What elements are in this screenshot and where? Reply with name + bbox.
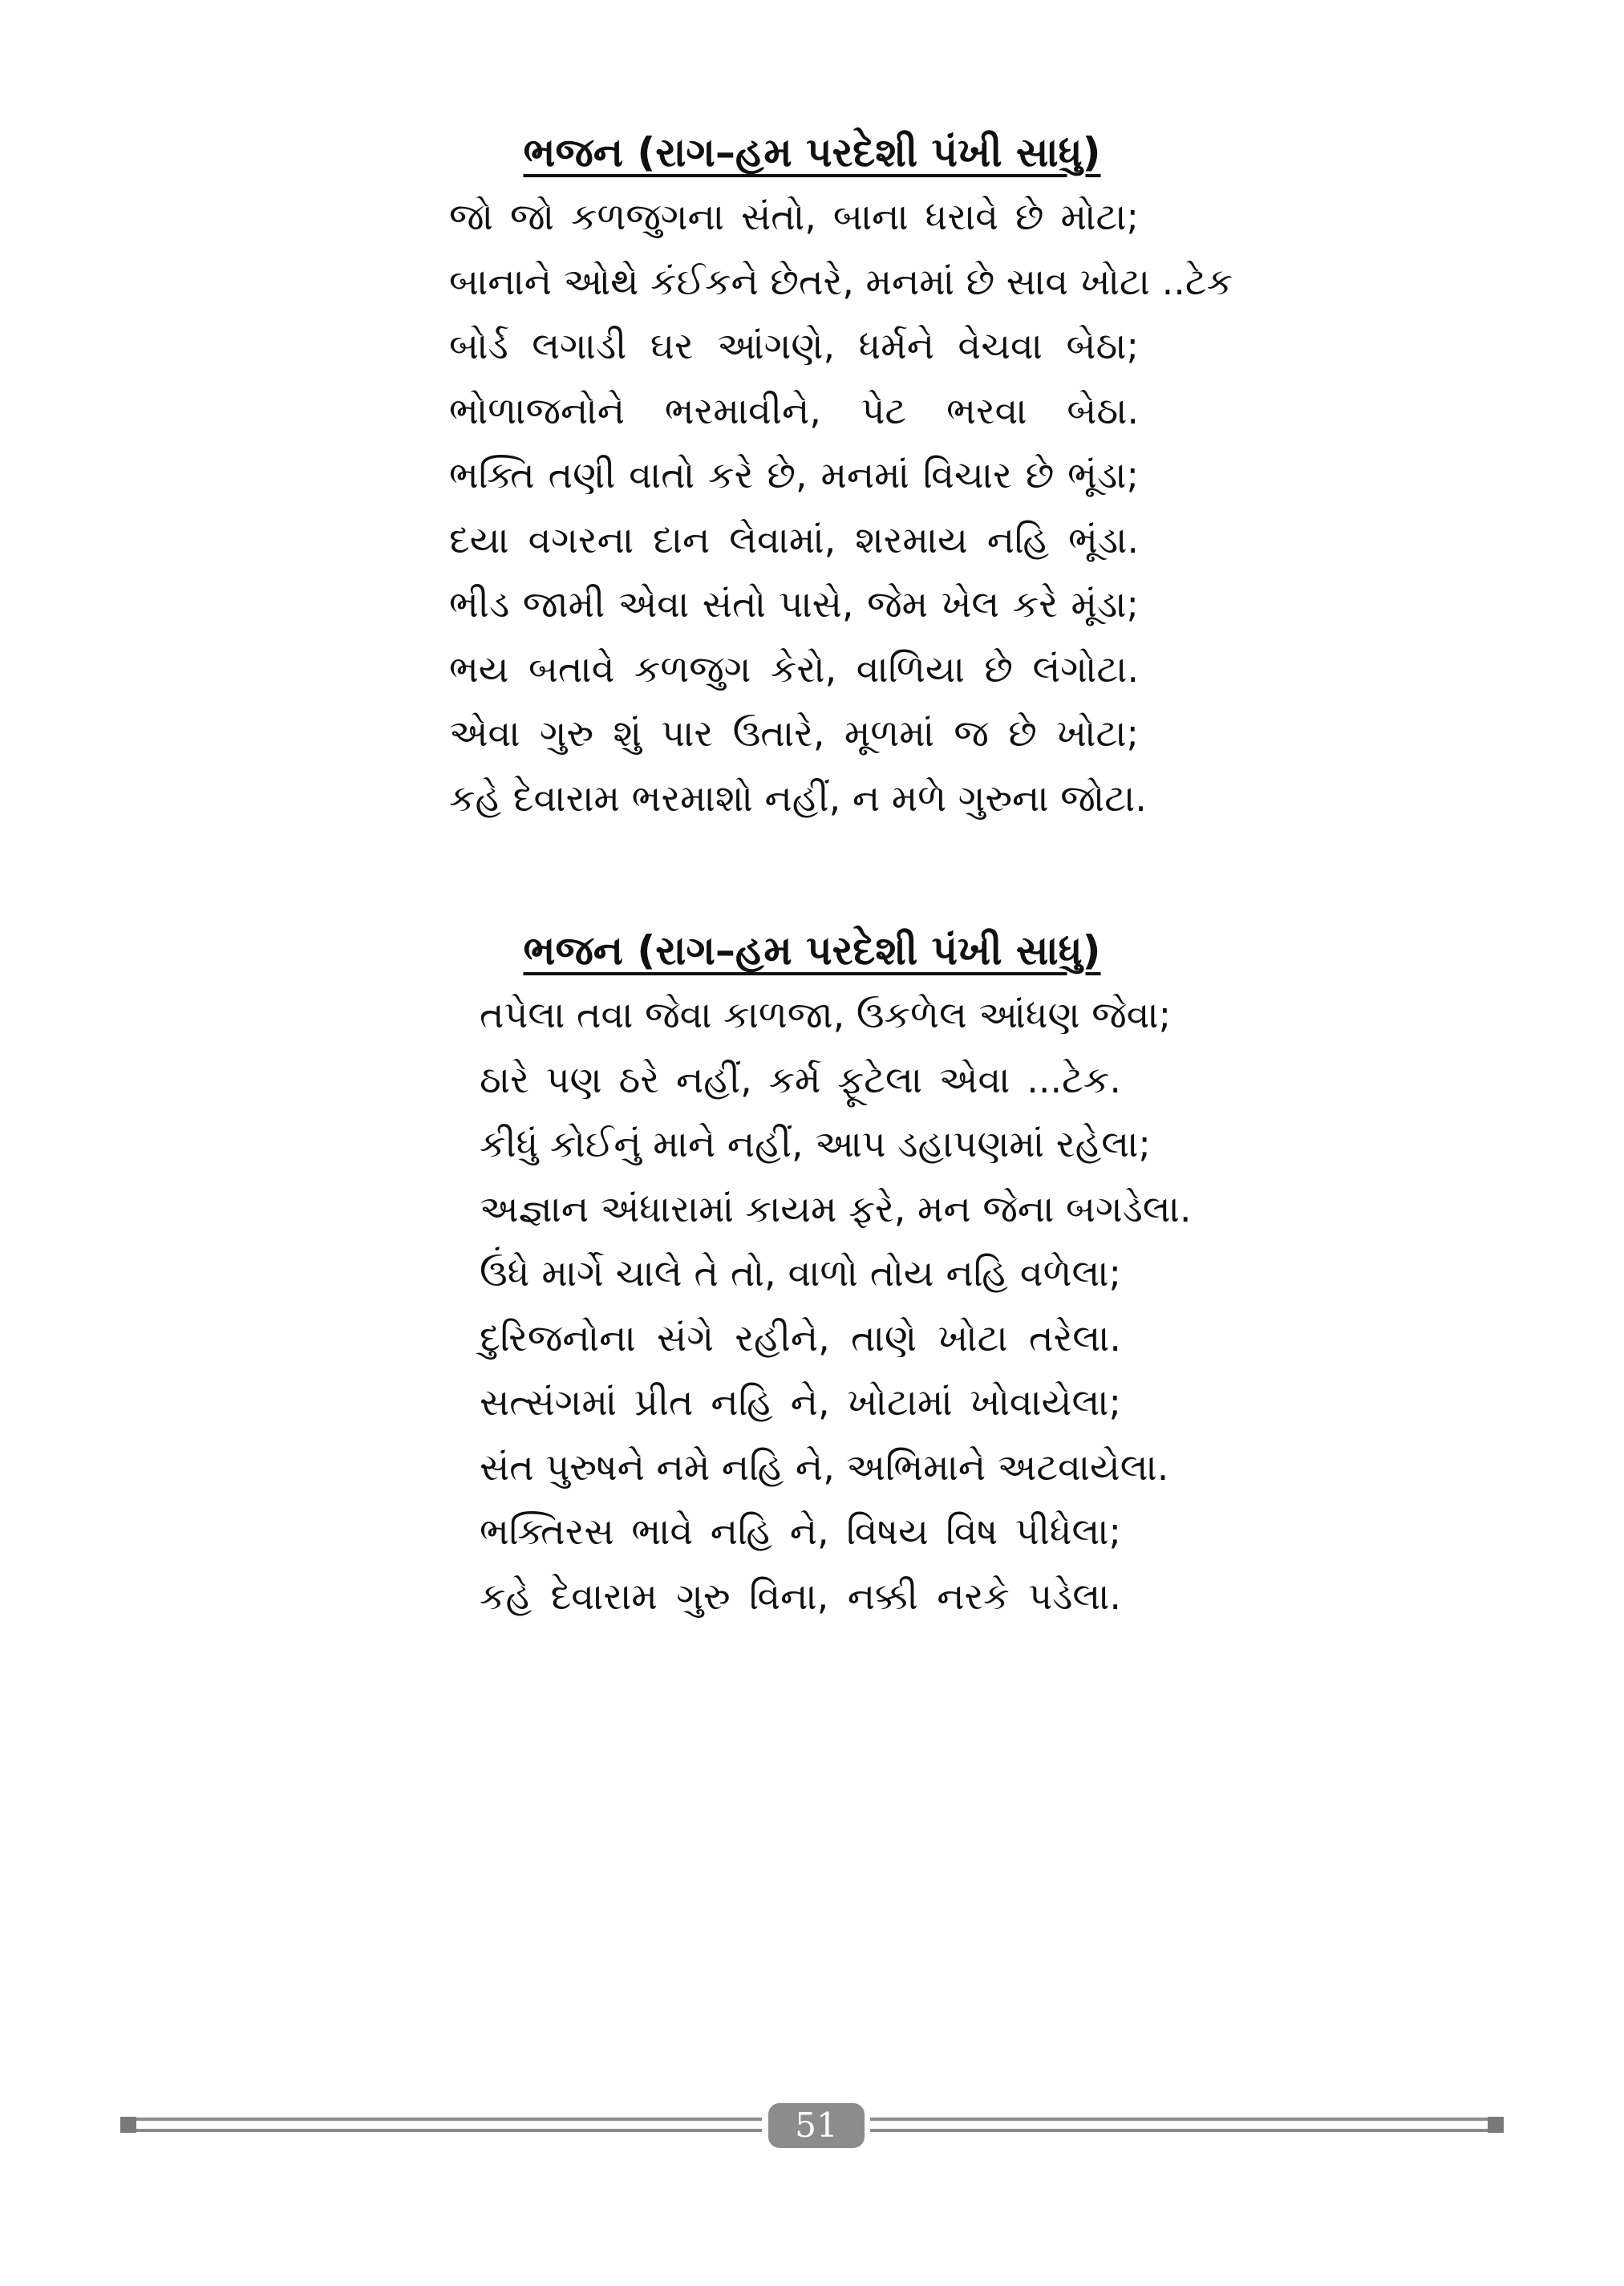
verse-line: સંત પુરુષને નમે નહિ ને, અભિમાને અટવાયેલા. — [480, 1445, 1169, 1489]
page-number: 51 — [768, 2103, 865, 2148]
section-heading: ભજન (રાગ–હમ પરદેશી પંખી સાધુ) — [523, 129, 1101, 176]
verse-line: દયા વગરના દાન લેવામાં, શરમાય નહિ ભૂંડા. — [449, 517, 1139, 561]
verse-line: જો જો કળજુગના સંતો, બાના ધરાવે છે મોટા; — [449, 195, 1139, 238]
footer-rule-end-left — [120, 2117, 136, 2133]
verse-line: ભોળાજનોને ભરમાવીને, પેટ ભરવા બેઠા. — [449, 388, 1139, 432]
verse-line: કીધું કોઈનું માને નહીં, આપ ડહાપણમાં રહેલા; — [480, 1122, 1151, 1165]
verse-line: ભય બતાવે કળજુગ કેરો, વાળિયા છે લંગોટા. — [449, 646, 1139, 691]
verse-line: દુરિજનોના સંગે રહીને, તાણે ખોટા તરેલા. — [480, 1315, 1121, 1360]
verse-line: કહે દેવારામ ભરમાશો નહીં, ન મળે ગુરુના જોટા. — [449, 776, 1147, 820]
bhajan-section-2 — [0, 918, 1624, 1628]
verse-line: ભક્તિરસ ભાવે નહિ ને, વિષય વિષ પીધેલા; — [480, 1510, 1121, 1553]
verse-line: બાનાને ઓથે કંઈકને છેતરે, મનમાં છે સાવ ખોટા ..ટેક — [449, 259, 1233, 303]
verse-line: બોર્ડ લગાડી ઘર આંગણે, ધર્મને વેચવા બેઠા; — [449, 324, 1139, 367]
footer-rule-left — [120, 2118, 762, 2132]
verse-line: ભક્તિ તણી વાતો કરે છે, મનમાં વિચાર છે ભૂંડા; — [449, 453, 1139, 497]
verse-line: કહે દેવારામ ગુરુ વિના, નક્કી નરકે પડેલા. — [480, 1574, 1121, 1618]
verse-lines — [480, 983, 1192, 1628]
page-footer — [120, 2103, 1504, 2148]
verse-line: ભીડ જામી એવા સંતો પાસે, જેમ ખેલ કરે મૂંડા; — [449, 582, 1139, 626]
footer-rule-end-right — [1488, 2117, 1504, 2133]
footer-rule-right — [870, 2118, 1504, 2132]
verse-line: ઉંધે માર્ગે ચાલે તે તો, વાળો તોય નહિ વળેલા; — [480, 1251, 1121, 1295]
section-heading: ભજન (રાગ–હમ પરદેશી પંખી સાધુ) — [523, 927, 1101, 974]
verse-line: ઠારે પણ ઠરે નહીં, કર્મ ફૂટેલા એવા ...ટેક. — [480, 1057, 1121, 1101]
verse-line: એવા ગુરુ શું પાર ઉતારે, મૂળમાં જ છે ખોટા; — [449, 711, 1139, 755]
verse-line: તપેલા તવા જેવા કાળજા, ઉકળેલ આંધણ જેવા; — [480, 993, 1172, 1036]
verse-lines — [449, 184, 1233, 830]
verse-line: અજ્ઞાન અંધારામાં કાયમ ફરે, મન જેના બગડેલા. — [480, 1186, 1192, 1230]
verse-line: સત્સંગમાં પ્રીત નહિ ને, ખોટામાં ખોવાયેલા; — [480, 1380, 1121, 1424]
bhajan-section-1 — [0, 120, 1624, 830]
